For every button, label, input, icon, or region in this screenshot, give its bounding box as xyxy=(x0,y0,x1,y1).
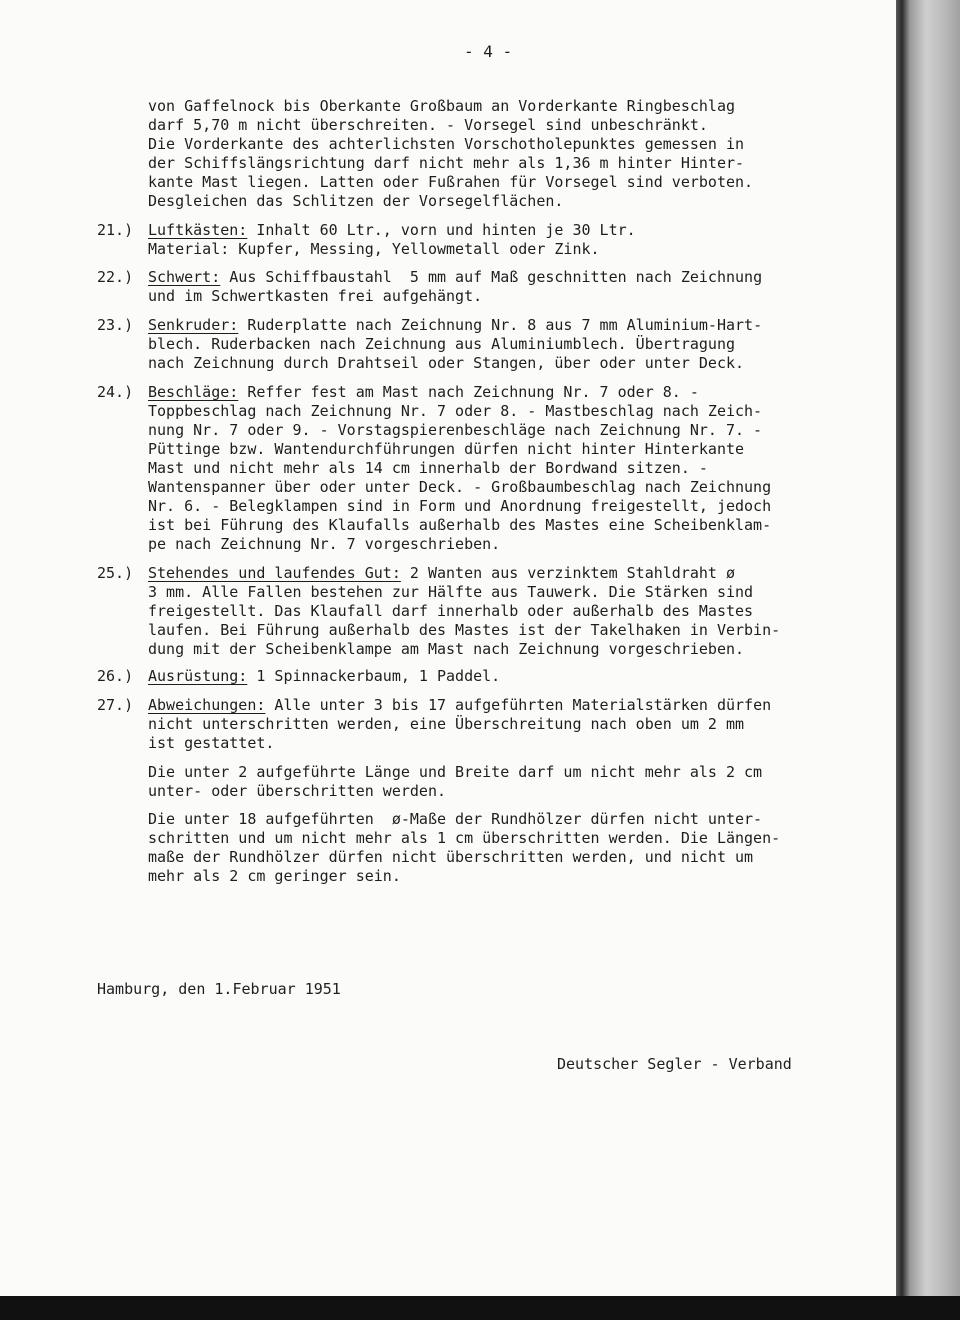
item-number: 22.) xyxy=(97,268,134,286)
item-line: pe nach Zeichnung Nr. 7 vorgeschrieben. xyxy=(148,535,501,553)
item-line: dung mit der Scheibenklampe am Mast nach Zeichnung vorgeschrieben. xyxy=(148,640,745,658)
item-line: ist gestattet. xyxy=(148,734,275,752)
item-line: freigestellt. Das Klaufall darf innerhalb oder außerhalb des Mastes xyxy=(148,602,754,620)
intro-line: Die Vorderkante des achterlichsten Vorschotholepunktes gemessen in xyxy=(148,135,745,153)
paragraph-line: schritten und um nicht mehr als 1 cm überschritten werden. Die Längen- xyxy=(148,829,781,847)
item-first-line xyxy=(148,667,500,686)
item-line: nung Nr. 7 oder 9. - Vorstagspierenbeschläge nach Zeichnung Nr. 7. - xyxy=(148,421,763,439)
item-line: Nr. 6. - Belegklampen sind in Form und Anordnung freigestellt, jedoch xyxy=(148,497,772,515)
scan-edge-shadow xyxy=(896,0,960,1320)
item-number: 23.) xyxy=(97,316,134,334)
item-first-line xyxy=(148,383,699,402)
item-label: Ausrüstung: xyxy=(148,667,248,685)
item-label: Beschläge: xyxy=(148,383,239,401)
item-first-text: Ruderplatte nach Zeichnung Nr. 8 aus 7 mm Aluminium-Hart- xyxy=(238,316,763,334)
item-line: Mast und nicht mehr als 14 cm innerhalb der Bordwand sitzen. - xyxy=(148,459,708,477)
page-number: - 4 - xyxy=(464,42,513,61)
item-line: laufen. Bei Führung außerhalb des Mastes ist der Takelhaken in Verbin- xyxy=(148,621,781,639)
item-label: Schwert: xyxy=(148,268,221,286)
item-first-line xyxy=(148,221,636,240)
intro-line: der Schiffslängsrichtung darf nicht mehr als 1,36 m hinter Hinter- xyxy=(148,154,745,172)
item-first-text: Alle unter 3 bis 17 aufgeführten Materialstärken dürfen xyxy=(265,696,772,714)
item-line: und im Schwertkasten frei aufgehängt. xyxy=(148,287,483,305)
intro-line: darf 5,70 m nicht überschreiten. - Vorsegel sind unbeschränkt. xyxy=(148,116,708,134)
item-label: Senkruder: xyxy=(148,316,239,334)
paragraph-line: Die unter 18 aufgeführten ø-Maße der Rundhölzer dürfen nicht unter- xyxy=(148,810,763,828)
item-line: Püttinge bzw. Wantendurchführungen dürfen nicht hinter Hinterkante xyxy=(148,440,745,458)
item-number: 25.) xyxy=(97,564,134,582)
paragraph-line: maße der Rundhölzer dürfen nicht überschritten werden, und nicht um xyxy=(148,848,754,866)
item-number: 24.) xyxy=(97,383,134,401)
item-line: Material: Kupfer, Messing, Yellowmetall oder Zink. xyxy=(148,240,600,258)
item-first-line xyxy=(148,316,762,335)
item-label: Stehendes und laufendes Gut: xyxy=(148,564,401,582)
item-line: 3 mm. Alle Fallen bestehen zur Hälfte aus Tauwerk. Die Stärken sind xyxy=(148,583,754,601)
intro-line: kante Mast liegen. Latten oder Fußrahen für Vorsegel sind verboten. xyxy=(148,173,754,191)
place-date: Hamburg, den 1.Februar 1951 xyxy=(97,980,341,998)
item-first-text: Inhalt 60 Ltr., vorn und hinten je 30 Ltr. xyxy=(247,221,636,239)
item-line: nach Zeichnung durch Drahtseil oder Stangen, über oder unter Deck. xyxy=(148,354,745,372)
item-label: Luftkästen: xyxy=(148,221,248,239)
item-first-line xyxy=(148,268,762,287)
item-number: 26.) xyxy=(97,667,134,685)
signature: Deutscher Segler - Verband xyxy=(557,1055,792,1073)
item-line: Wantenspanner über oder unter Deck. - Großbaumbeschlag nach Zeichnung xyxy=(148,478,772,496)
paragraph-line: Die unter 2 aufgeführte Länge und Breite darf um nicht mehr als 2 cm xyxy=(148,763,763,781)
scan-bottom-edge xyxy=(0,1296,960,1320)
intro-line: von Gaffelnock bis Oberkante Großbaum an Vorderkante Ringbeschlag xyxy=(148,97,735,115)
item-line: blech. Ruderbacken nach Zeichnung aus Aluminiumblech. Übertragung xyxy=(148,335,735,353)
item-number: 21.) xyxy=(97,221,134,239)
item-first-text: 2 Wanten aus verzinktem Stahldraht ø xyxy=(400,564,736,582)
item-line: nicht unterschritten werden, eine Überschreitung nach oben um 2 mm xyxy=(148,715,745,733)
intro-line: Desgleichen das Schlitzen der Vorsegelflächen. xyxy=(148,192,564,210)
item-line: Toppbeschlag nach Zeichnung Nr. 7 oder 8. - Mastbeschlag nach Zeich- xyxy=(148,402,763,420)
item-first-line xyxy=(148,564,735,583)
paragraph-line: mehr als 2 cm geringer sein. xyxy=(148,867,401,885)
item-number: 27.) xyxy=(97,696,134,714)
paragraph-line: unter- oder überschritten werden. xyxy=(148,782,447,800)
item-first-text: Aus Schiffbaustahl 5 mm auf Maß geschnitten nach Zeichnung xyxy=(220,268,763,286)
item-first-text: 1 Spinnackerbaum, 1 Paddel. xyxy=(247,667,501,685)
item-label: Abweichungen: xyxy=(148,696,266,714)
item-first-line xyxy=(148,696,771,715)
item-line: ist bei Führung des Klaufalls außerhalb des Mastes eine Scheibenklam- xyxy=(148,516,772,534)
item-first-text: Reffer fest am Mast nach Zeichnung Nr. 7 oder 8. - xyxy=(238,383,699,401)
